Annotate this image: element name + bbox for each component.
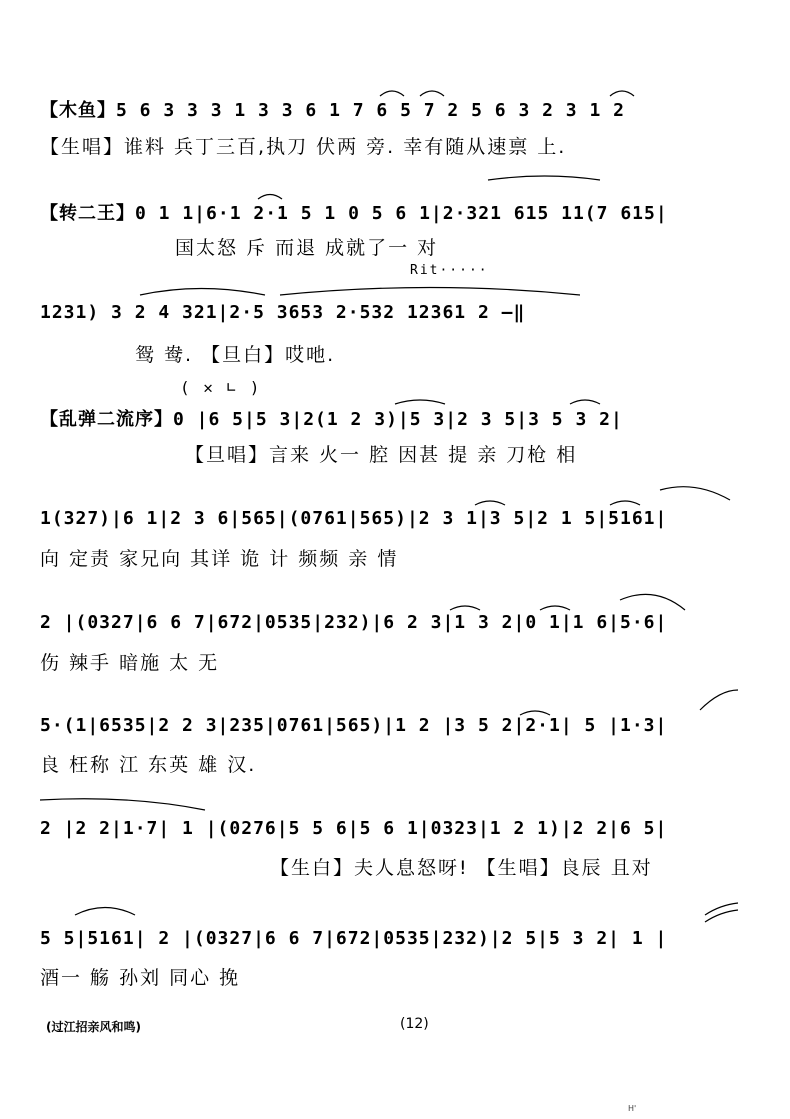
footer-caption: (过江招亲风和鸣) [46, 1020, 141, 1034]
lyrics-row-2: 国太怒 斥 而退 成就了一 对 [175, 237, 439, 259]
lyrics-row-5: 向 定责 家兄向 其详 诡 计 频频 亲 情 [40, 548, 399, 570]
notation-row-6: 2 |(0327|6 6 7|672|0535|232)|6 2 3|1 3 2|0 1|1 6|5·6| [40, 612, 668, 633]
lyrics-row-3: 鸳 鸯. 【旦白】哎吔. [135, 344, 336, 366]
page-number: (12) [400, 1016, 429, 1032]
corner-mark: H' [628, 1104, 637, 1113]
notation-row-3: 1231) 3 2 4 321|2·5 3653 2·532 12361 2 –‖ [40, 302, 526, 323]
lyrics-row-9: 酒一 觞 孙刘 同心 挽 [40, 967, 241, 989]
ritardando-mark: Rit····· [410, 263, 489, 278]
lyrics-row-7: 良 枉称 江 东英 雄 汉. [40, 754, 257, 776]
notation-row-1: 【木鱼】5 6 3 3 3 1 3 3 6 1 7 6 5 7 2 5 6 3 2 3 1 2 [40, 100, 625, 121]
lyrics-row-1: 【生唱】谁料 兵丁三百,执刀 伏两 旁. 幸有随从速禀 上. [40, 136, 567, 158]
lyrics-row-8: 【生白】夫人息怒呀! 【生唱】良辰 且对 [270, 857, 653, 879]
notation-row-4: 【乱弹二流序】0 |6 5|5 3|2(1 2 3)|5 3|2 3 5|3 5 3 2| [40, 409, 623, 430]
percussion-mark: ( ✕ ∟ ) [180, 378, 262, 397]
lyrics-row-6: 伤 辣手 暗施 太 无 [40, 652, 220, 674]
notation-row-5: 1(327)|6 1|2 3 6|565|(0761|565)|2 3 1|3 5|2 1 5|5161| [40, 508, 668, 529]
notation-row-8: 2 |2 2|1·7| 1 |(0276|5 5 6|5 6 1|0323|1 2 1)|2 2|6 5| [40, 818, 668, 839]
notation-row-2: 【转二王】0 1 1|6·1 2·1 5 1 0 5 6 1|2·321 615 11(7 615| [40, 203, 668, 224]
lyrics-row-4: 【旦唱】言来 火一 腔 因甚 提 亲 刀枪 相 [185, 444, 578, 466]
notation-row-7: 5·(1|6535|2 2 3|235|0761|565)|1 2 |3 5 2|2·1| 5 |1·3| [40, 715, 668, 736]
notation-row-9: 5 5|5161| 2 |(0327|6 6 7|672|0535|232)|2 5|5 3 2| 1 | [40, 928, 668, 949]
